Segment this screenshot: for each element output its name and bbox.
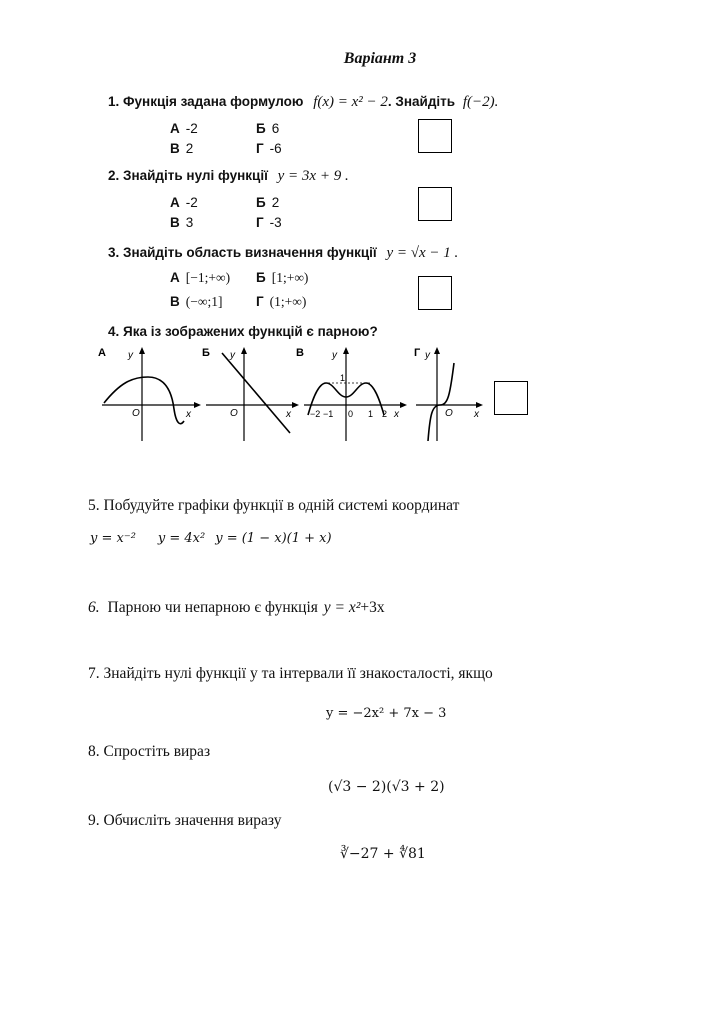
option-value: -2: [185, 121, 198, 136]
option-value: [−1;+∞): [185, 270, 231, 285]
graph-d: [410, 343, 488, 445]
task-6-text: Парною чи непарною є функція: [107, 599, 318, 616]
question-2-option-c: [170, 215, 193, 230]
tick-label: −2: [310, 409, 321, 419]
question-1-option-c: [170, 141, 193, 156]
origin-label: 0: [348, 409, 354, 419]
x-axis-arrow: [400, 402, 407, 408]
tick-label: 1: [368, 409, 374, 419]
option-letter: В: [170, 294, 180, 309]
tick-label: 2: [382, 409, 388, 419]
question-1-option-b: [256, 121, 279, 136]
task-9-formula: ∛−27 + ∜81: [340, 846, 426, 862]
option-letter: Б: [256, 270, 266, 285]
x-label: x: [186, 409, 191, 420]
option-value: -6: [269, 141, 282, 156]
y-label: y: [230, 350, 235, 361]
task-5: [88, 497, 459, 515]
task-5-formula-1: y = x⁻²: [90, 531, 136, 546]
question-3-option-d: [256, 294, 306, 310]
tick-label: −1: [323, 409, 334, 419]
y-label: y: [128, 350, 133, 361]
question-1: [108, 94, 498, 111]
graph-c-letter: В: [296, 347, 304, 359]
option-letter: Б: [256, 195, 266, 210]
y-axis-arrow: [139, 347, 145, 354]
option-value: 6: [271, 121, 280, 136]
graph-c: [290, 343, 408, 445]
task-6-formula: y = x²: [323, 599, 361, 616]
x-label: x: [394, 409, 399, 420]
task-8-formula: (√3 − 2)(√3 + 2): [328, 779, 445, 795]
task-8: [88, 743, 210, 761]
question-1-ask-formula: f(−2).: [462, 94, 499, 110]
option-value: [1;+∞): [271, 270, 309, 285]
question-2-option-b: [256, 195, 279, 210]
question-1-formula: f(x) = x² − 2: [313, 94, 388, 110]
graph-a-letter: А: [98, 347, 106, 359]
task-6-number: 6.: [88, 599, 100, 616]
task-7-text: 7. Знайдіть нулі функції у та інтервали її знакосталості, якщо: [88, 665, 493, 682]
question-2-option-d: [256, 215, 282, 230]
curve: [104, 377, 184, 424]
task-9-text: 9. Обчисліть значення виразу: [88, 812, 282, 829]
option-letter: Б: [256, 121, 266, 136]
graph-b: [198, 343, 302, 445]
option-letter: А: [170, 121, 180, 136]
question-2-formula: y = 3x + 9 .: [277, 168, 349, 184]
y-label: y: [332, 350, 337, 361]
y-axis-arrow: [343, 347, 349, 354]
question-4: [108, 324, 378, 339]
page-title: Варіант 3: [343, 50, 417, 67]
question-1-ask: . Знайдіть: [387, 94, 456, 109]
task-8-text: 8. Спростіть вираз: [88, 743, 211, 760]
origin-label: O: [132, 408, 140, 419]
task-7: [88, 665, 493, 683]
task-5-formula-2: y = 4x²: [157, 531, 206, 546]
option-value: 3: [185, 215, 194, 230]
question-2-option-a: [170, 195, 198, 210]
task-7-formula: y = −2x² + 7x − 3: [326, 706, 447, 721]
option-letter: Г: [256, 294, 264, 309]
x-axis-arrow: [476, 402, 483, 408]
question-4-answer-box[interactable]: [494, 381, 528, 415]
y-axis-arrow: [434, 347, 440, 354]
task-5-formulas: [90, 531, 332, 546]
line-graph: [222, 353, 290, 433]
option-value: 2: [185, 141, 194, 156]
task-9: [88, 812, 281, 830]
question-2-text: 2. Знайдіть нулі функції: [108, 168, 268, 183]
origin-label: O: [445, 408, 453, 419]
question-1-answer-box[interactable]: [418, 119, 452, 153]
question-3-option-b: [256, 270, 308, 286]
option-letter: В: [170, 141, 180, 156]
question-1-text: 1. Функція задана формулою: [108, 94, 304, 109]
level-label: 1: [340, 373, 346, 383]
question-3-answer-box[interactable]: [418, 276, 452, 310]
task-6: [88, 599, 385, 617]
graph-a: [92, 343, 204, 445]
question-3-option-c: [170, 294, 222, 310]
option-value: -3: [269, 215, 282, 230]
task-6-tail: +3x: [360, 599, 385, 616]
option-letter: В: [170, 215, 180, 230]
question-1-option-a: [170, 121, 198, 136]
x-label: x: [474, 409, 479, 420]
y-axis-arrow: [241, 347, 247, 354]
origin-label: O: [230, 408, 238, 419]
option-value: (1;+∞): [269, 294, 307, 309]
x-label: x: [286, 409, 291, 420]
option-value: -2: [185, 195, 198, 210]
y-label: y: [425, 350, 430, 361]
question-3-option-a: [170, 270, 230, 286]
question-3-text: 3. Знайдіть область визначення функції: [108, 245, 377, 260]
option-letter: А: [170, 270, 180, 285]
task-5-formula-3: y = (1 − x)(1 + x): [215, 531, 332, 546]
question-4-text: 4. Яка із зображених функцій є парною?: [108, 324, 378, 339]
curve: [428, 363, 454, 441]
question-2-answer-box[interactable]: [418, 187, 452, 221]
question-2: [108, 168, 349, 185]
question-1-option-d: [256, 141, 282, 156]
option-value: 2: [271, 195, 280, 210]
option-letter: Г: [256, 141, 264, 156]
option-letter: Г: [256, 215, 264, 230]
graph-b-letter: Б: [202, 347, 210, 359]
question-3-formula: y = √x − 1 .: [386, 245, 459, 261]
option-letter: А: [170, 195, 180, 210]
graph-d-letter: Г: [414, 347, 421, 359]
question-3: [108, 245, 458, 262]
task-5-text: 5. Побудуйте графіки функції в одній системі координат: [88, 497, 460, 514]
option-value: (−∞;1]: [185, 294, 223, 309]
